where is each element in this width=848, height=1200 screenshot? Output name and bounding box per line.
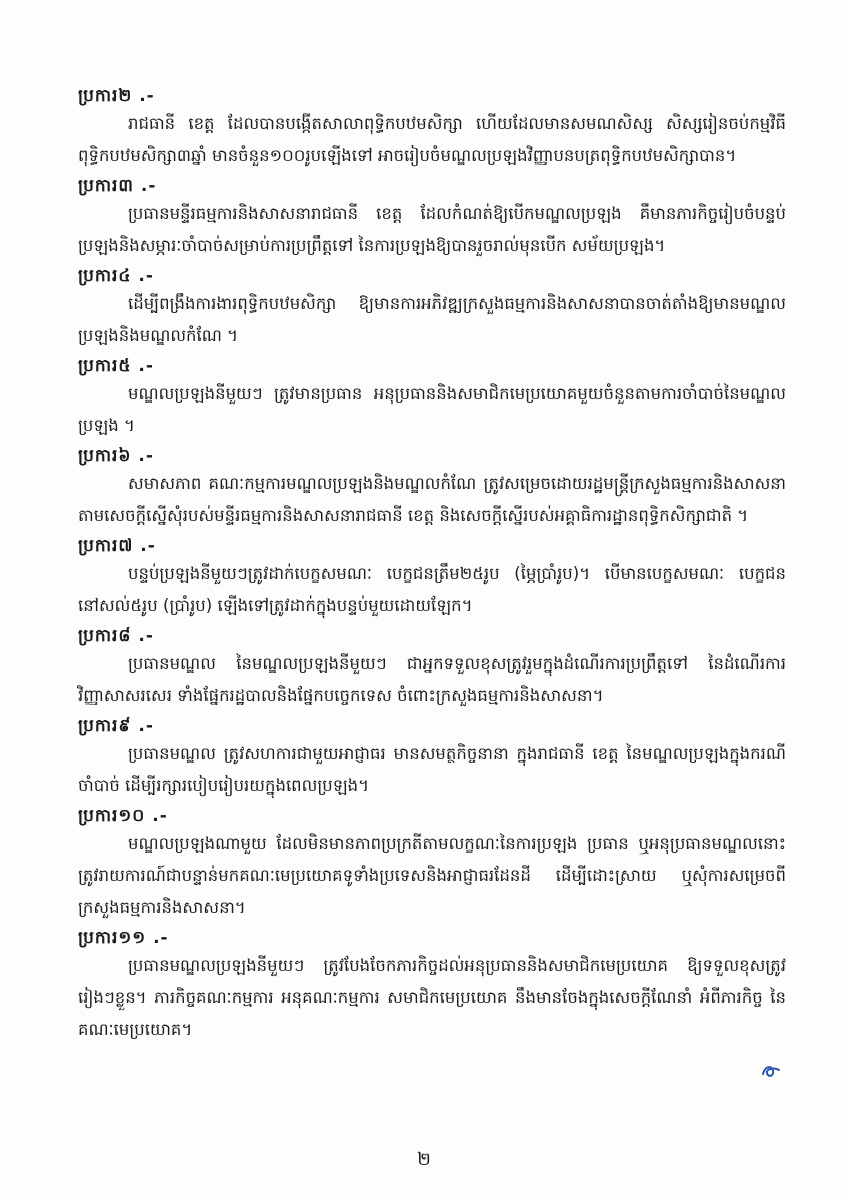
article-heading: ប្រការ២ .-	[78, 86, 155, 106]
article-heading: ប្រការ៦ .-	[78, 446, 154, 466]
document-body	[78, 84, 786, 1048]
article-heading: ប្រការ៨ .-	[78, 626, 154, 646]
article-5	[78, 354, 786, 442]
handwritten-initial-mark	[760, 1060, 782, 1082]
article-10	[78, 804, 786, 924]
article-heading: ប្រការ១១ .-	[78, 928, 169, 948]
article-text: មណ្ឌលប្រឡងណាមួយ ដែលមិនមានភាពប្រក្រតីតាមលក្ខណៈនៃការប្រឡង ប្រធាន ឬអនុប្រធានមណ្ឌលនោះ ត្រូវរាយការណ៍ជាបន្ទាន់មកគណៈមេប្រយោគទូទាំងប្រទេសនិងអាជ្ញាធរដែនដី ដើម្បីដោះស្រាយ ឬសុំការសម្រេចពីក្រសួងធម្មការនិងសាសនា។	[78, 834, 786, 917]
article-2	[78, 84, 786, 172]
article-text: បន្ទប់ប្រឡងនីមួយៗត្រូវដាក់បេក្ខសមណៈ បេក្ខជនត្រឹម២៥រូប (ម្ភៃប្រាំរូប)។ បើមានបេក្ខសមណៈ បេក្ខជននៅសល់៥រូប (ប្រាំរូប) ឡើងទៅត្រូវដាក់ក្នុងបន្ទប់មួយដោយឡែក។	[78, 564, 786, 615]
article-11	[78, 926, 786, 1046]
article-heading: ប្រការ១០ .-	[78, 806, 168, 826]
article-text: ប្រធានមណ្ឌលប្រឡងនីមួយៗ ត្រូវបែងចែកភារកិច្ចដល់អនុប្រធាននិងសមាជិកមេប្រយោគ ឱ្យទទួលខុសត្រូវរៀងៗខ្លួន។ ភារកិច្ចគណៈកម្មការ អនុគណៈកម្មការ សមាជិកមេប្រយោគ នឹងមានចែងក្នុងសេចក្តីណែនាំ អំពីភារកិច្ច នៃគណៈមេប្រយោគ។	[78, 956, 786, 1039]
article-text: ដើម្បីពង្រឹងការងារពុទ្ធិកបឋមសិក្សា ឱ្យមានការអភិវឌ្ឍក្រសួងធម្មការនិងសាសនាបានចាត់តាំងឱ្យមានមណ្ឌលប្រឡងនិងមណ្ឌលកំណែ ។	[78, 294, 786, 345]
article-heading: ប្រការ៥ .-	[78, 356, 154, 376]
article-text: ប្រធានមណ្ឌល ត្រូវសហការជាមួយអាជ្ញាធរ មានសមត្ថកិច្ចនានា ក្នុងរាជធានី ខេត្ត នៃមណ្ឌលប្រឡងក្នុងករណីចាំបាច់ ដើម្បីរក្សារបៀបរៀបរយក្នុងពេលប្រឡង។	[78, 744, 786, 795]
article-text: សមាសភាព គណៈកម្មការមណ្ឌលប្រឡងនិងមណ្ឌលកំណែ ត្រូវសម្រេចដោយរដ្ឋមន្ត្រីក្រសួងធម្មការនិងសាសនា តាមសេចក្តីស្នើសុំរបស់មន្ទីរធម្មការនិងសាសនារាជធានី ខេត្ត និងសេចក្តីស្នើរបស់អគ្គាធិការដ្ឋានពុទ្ធិកសិក្សាជាតិ ។	[78, 474, 786, 525]
article-9	[78, 714, 786, 802]
article-6	[78, 444, 786, 532]
article-3	[78, 174, 786, 262]
article-text: ប្រធានមន្ទីរធម្មការនិងសាសនារាជធានី ខេត្ត ដែលកំណត់ឱ្យបើកមណ្ឌលប្រឡង គឺមានភារកិច្ចរៀបចំបន្ទប់ប្រឡងនិងសម្ភារៈចាំបាច់សម្រាប់ការប្រព្រឹត្តទៅ នៃការប្រឡងឱ្យបានរួចរាល់មុនបើក សម័យប្រឡង។	[78, 204, 786, 255]
article-heading: ប្រការ៤ .-	[78, 266, 154, 286]
page-number: ២	[417, 1149, 431, 1170]
article-8	[78, 624, 786, 712]
article-7	[78, 534, 786, 622]
article-text: រាជធានី ខេត្ត ដែលបានបង្កើតសាលាពុទ្ធិកបឋមសិក្សា ហើយដែលមានសមណសិស្ស សិស្សរៀនចប់កម្មវិធីពុទ្ធិកបឋមសិក្សា៣ឆ្នាំ មានចំនួន១០០រូបឡើងទៅ អាចរៀបចំមណ្ឌលប្រឡងវិញ្ញាបនបត្រពុទ្ធិកបឋមសិក្សាបាន។	[78, 114, 786, 165]
article-text: ប្រធានមណ្ឌល នៃមណ្ឌលប្រឡងនីមួយៗ ជាអ្នកទទួលខុសត្រូវរួមក្នុងដំណើរការប្រព្រឹត្តទៅ នៃដំណើរការវិញ្ញាសាសរសេរ ទាំងផ្នែករដ្ឋបាលនិងផ្នែកបច្ចេកទេស ចំពោះក្រសួងធម្មការនិងសាសនា។	[78, 654, 786, 705]
article-4	[78, 264, 786, 352]
article-heading: ប្រការ៩ .-	[78, 716, 154, 736]
article-heading: ប្រការ៧ .-	[78, 536, 156, 556]
article-heading: ប្រការ៣ .-	[78, 176, 157, 196]
article-text: មណ្ឌលប្រឡងនីមួយៗ ត្រូវមានប្រធាន អនុប្រធាននិងសមាជិកមេប្រយោគមួយចំនួនតាមការចាំបាច់នៃមណ្ឌលប្រឡង ។	[78, 384, 786, 435]
